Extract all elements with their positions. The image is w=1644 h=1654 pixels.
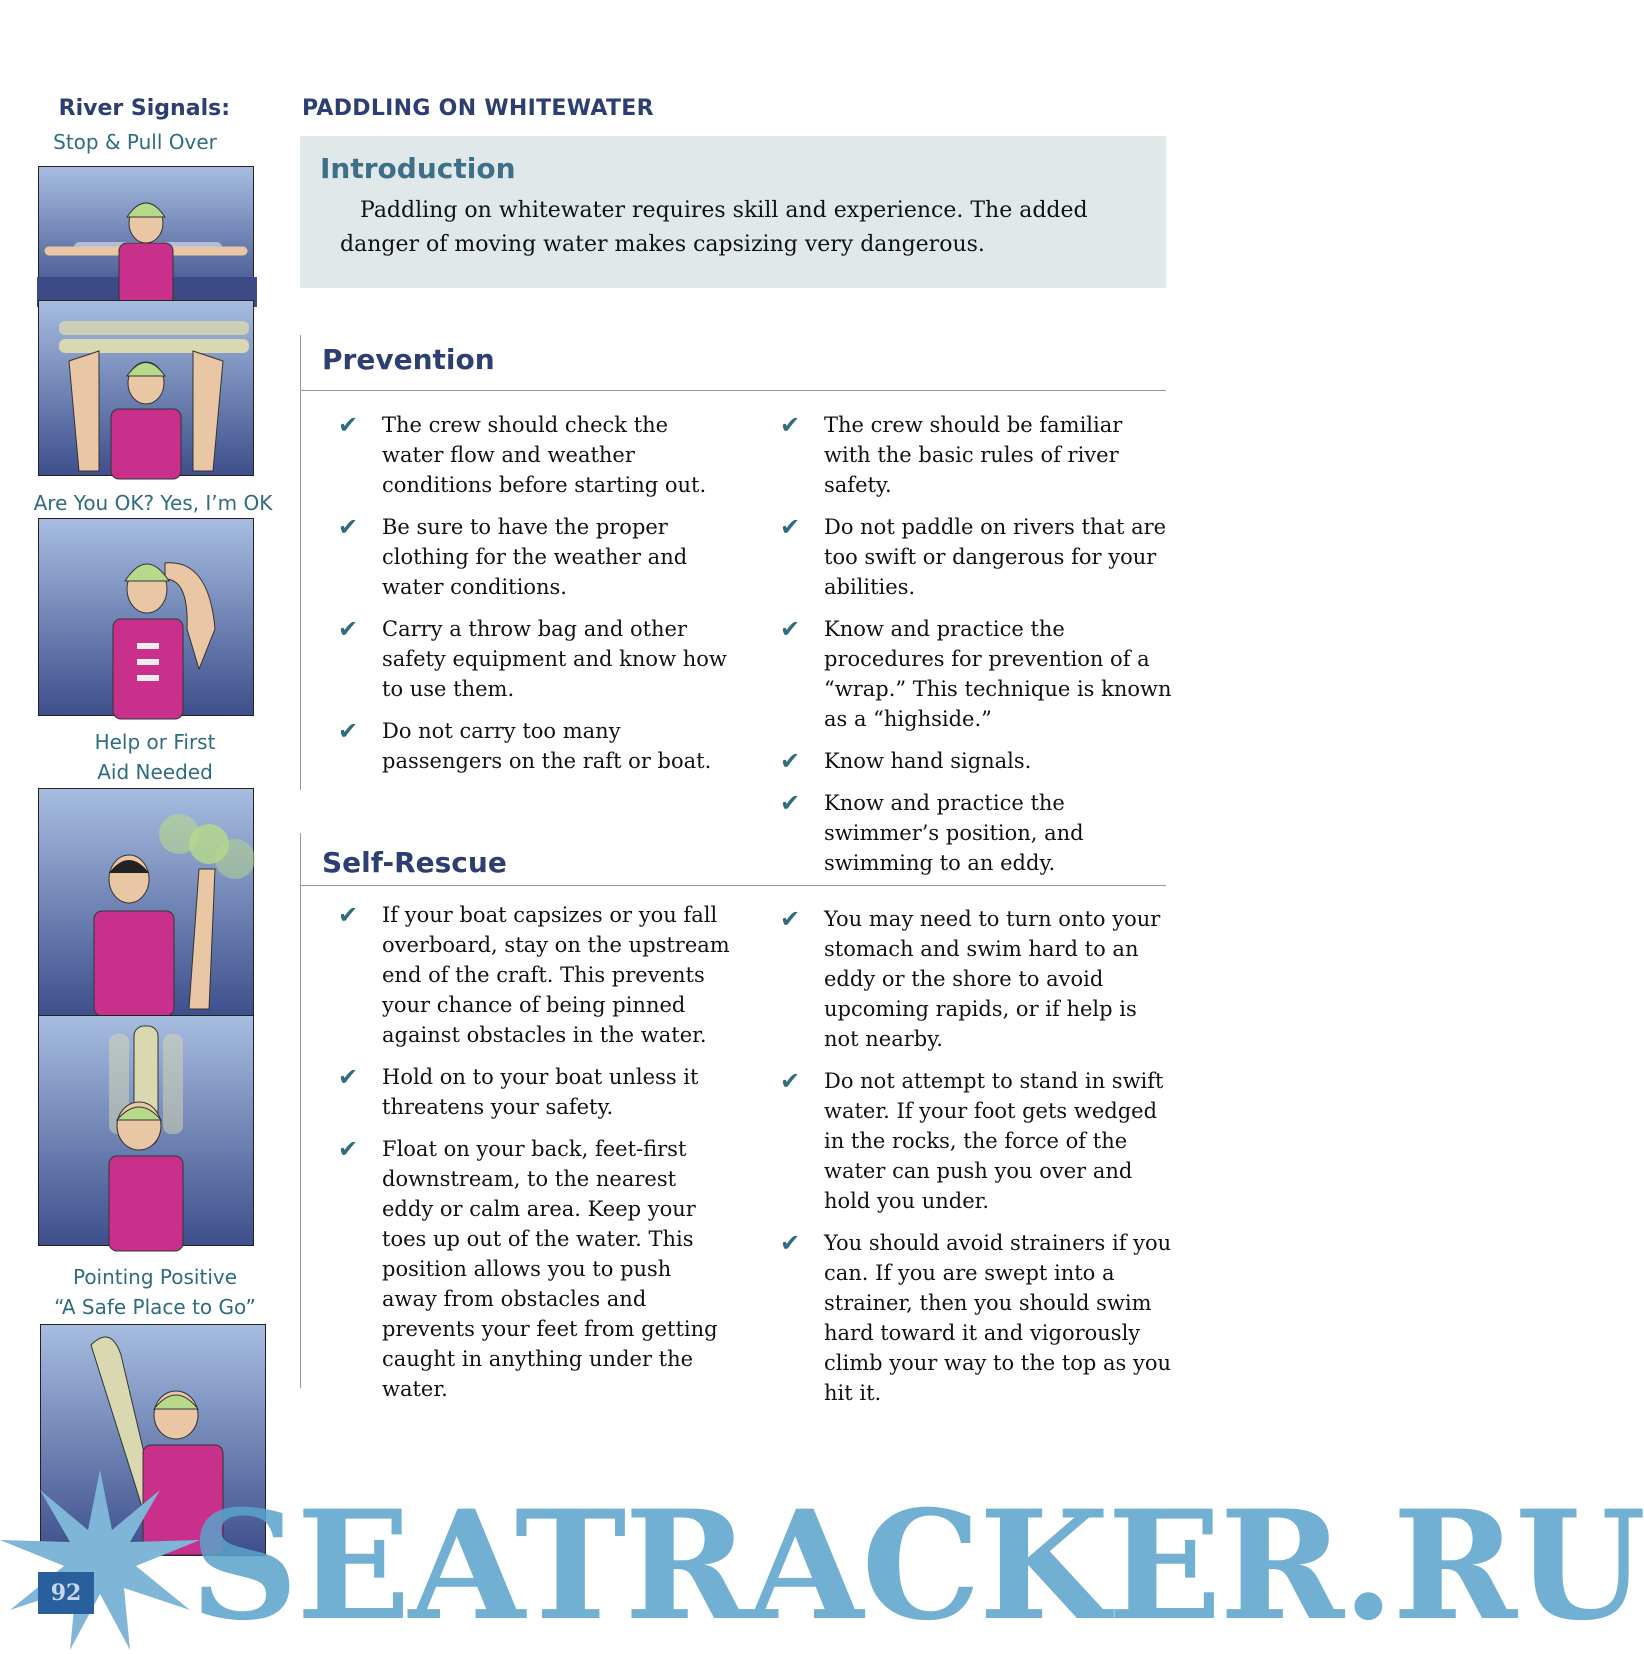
signal-caption-ok: Are You OK? Yes, I’m OK bbox=[33, 491, 273, 515]
prevention-rule bbox=[300, 390, 1166, 391]
list-item: ✔ The crew should check the water flow and weather conditions before starting out. bbox=[338, 411, 707, 497]
check-icon: ✔ bbox=[338, 411, 359, 439]
section-label: PADDLING ON WHITEWATER bbox=[302, 96, 654, 121]
list-item: ✔ Float on your back, feet-first downstream, to the nearest eddy or calm area. Keep your toes up out of the water. This position allows you to push away from obstacles and prevents your feet from getting caught in anything under the water. bbox=[338, 1135, 718, 1401]
list-item: ✔ Know hand signals. bbox=[780, 747, 1032, 775]
stop-signal-illustration-2 bbox=[38, 300, 254, 476]
list-item: ✔ The crew should be familiar with the basic rules of river safety. bbox=[780, 411, 1123, 497]
ok-signal-illustration bbox=[38, 518, 254, 716]
prevention-right-list bbox=[780, 410, 1172, 890]
signal-caption-stop: Stop & Pull Over bbox=[53, 130, 217, 154]
check-icon: ✔ bbox=[780, 747, 801, 775]
watermark: SEATRACKER.RU bbox=[190, 1478, 1644, 1654]
intro-text: Paddling on whitewater requires skill and experience. The added danger of moving water makes capsizing very dangerous. bbox=[340, 198, 1088, 257]
intro-title: Introduction bbox=[320, 152, 516, 185]
list-item: ✔ Do not attempt to stand in swift water. If your foot gets wedged in the rocks, the force of the water can push you over and hold you under. bbox=[780, 1067, 1164, 1213]
sidebar-heading: River Signals: bbox=[58, 96, 230, 121]
list-item: ✔ Do not paddle on rivers that are too swift or dangerous for your abilities. bbox=[780, 513, 1167, 599]
check-icon: ✔ bbox=[338, 1063, 359, 1091]
list-item: ✔ Carry a throw bag and other safety equipment and know how to use them. bbox=[338, 615, 727, 701]
check-icon: ✔ bbox=[780, 789, 801, 817]
help-signal-illustration-1 bbox=[38, 788, 254, 1017]
list-item: ✔ You may need to turn onto your stomach and swim hard to an eddy or the shore to avoid upcoming rapids, or if help is not nearby. bbox=[780, 905, 1161, 1051]
check-icon: ✔ bbox=[780, 905, 801, 933]
list-item: ✔ Be sure to have the proper clothing for the weather and water conditions. bbox=[338, 513, 688, 599]
prevention-divider bbox=[300, 335, 301, 790]
check-icon: ✔ bbox=[780, 411, 801, 439]
check-icon: ✔ bbox=[338, 615, 359, 643]
list-item: ✔ Know and practice the swimmer’s position, and swimming to an eddy. bbox=[780, 789, 1084, 875]
list-item: ✔ Know and practice the procedures for prevention of a “wrap.” This technique is known as a “highside.” bbox=[780, 615, 1172, 731]
self-rescue-right-list bbox=[780, 904, 1172, 1420]
check-icon: ✔ bbox=[338, 513, 359, 541]
self-rescue-rule bbox=[300, 885, 1166, 886]
self-rescue-divider bbox=[300, 833, 301, 1388]
signal-caption-help-2: Aid Needed bbox=[97, 760, 213, 784]
signal-caption-help-1: Help or First bbox=[94, 730, 216, 754]
prevention-left-list bbox=[338, 410, 730, 788]
check-icon: ✔ bbox=[338, 717, 359, 745]
check-icon: ✔ bbox=[338, 1135, 359, 1163]
intro-box bbox=[300, 136, 1166, 288]
self-rescue-left-list bbox=[338, 900, 730, 1416]
check-icon: ✔ bbox=[780, 615, 801, 643]
check-icon: ✔ bbox=[780, 1067, 801, 1095]
signal-caption-pointing-1: Pointing Positive bbox=[72, 1265, 238, 1289]
prevention-title: Prevention bbox=[322, 343, 495, 376]
check-icon: ✔ bbox=[780, 513, 801, 541]
check-icon: ✔ bbox=[338, 901, 359, 929]
list-item: ✔ Do not carry too many passengers on the raft or boat. bbox=[338, 717, 712, 773]
signal-caption-pointing-2: “A Safe Place to Go” bbox=[54, 1295, 256, 1319]
help-signal-illustration-2 bbox=[38, 1015, 254, 1246]
list-item: ✔ Hold on to your boat unless it threatens your safety. bbox=[338, 1063, 699, 1119]
starburst-decoration bbox=[0, 1470, 200, 1650]
list-item: ✔ You should avoid strainers if you can. If you are swept into a strainer, then you should swim hard toward it and vigorously climb your way to the top as you hit it. bbox=[780, 1229, 1172, 1405]
stop-signal-illustration-1 bbox=[38, 166, 254, 302]
self-rescue-title: Self-Rescue bbox=[322, 846, 507, 879]
list-item: ✔ If your boat capsizes or you fall overboard, stay on the upstream end of the craft. This prevents your chance of being pinned against obstacles in the water. bbox=[338, 901, 730, 1047]
page-number: 92 bbox=[38, 1572, 94, 1614]
check-icon: ✔ bbox=[780, 1229, 801, 1257]
